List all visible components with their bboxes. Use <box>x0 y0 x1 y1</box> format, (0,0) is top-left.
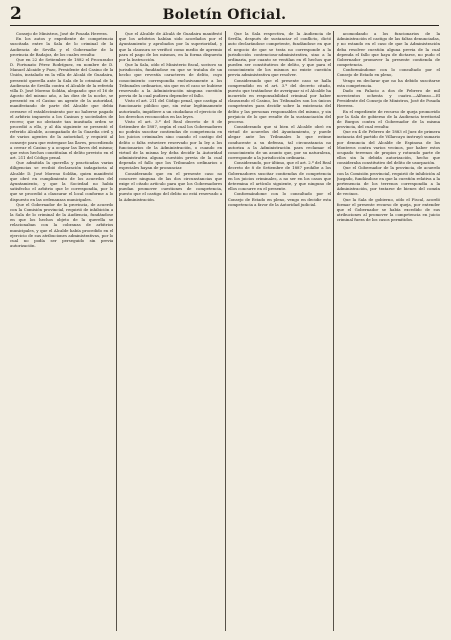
paragraph: Que en 22 de Setiembre de 1882 el Procurador D. Fortunato Pérez Rodríguez, en nombre de D. Manuel Alcaide y Pozo, Presidente del Casino de la Unión, instalado en la villa de Alcalá de Guadaira, presentó querella ante la Sala de lo criminal de la Audiencia de Sevilla contra el Alcalde de la referida villa D. José Moreno Soldán, alegando: que el 16 de Agosto del mismo año, a las diez de la noche, se presentó en el Casino un agente de la autoridad, manifestando de parte del Alcalde que debía cerrarse el establecimiento por no haberse pagado el arbitrio impuesto a los Casinos y sociedades de recreo; que no obstante tan inusitada orden se procedió a ello, y al día siguiente se presentó el referido Alcalde, acompañado de la Guardia civil y de varios agentes de la autoridad, y requirió al conserje para que entregase las llaves, procediendo a cerrar el Casino y a ocupar las llaves del mismo; que estos hechos constituían el delito previsto en el art. 211 del Código penal. <box>10 56 114 161</box>
paragraph: Que el Gobernador de la provincia, de acuerdo con la Comisión provincial, requirió de inhibición a la Sala de lo criminal de la Audiencia, fundándose en que los hechos objeto de la querella se relacionaban con la cobranza de arbitrios municipales, y que el Alcalde había procedido en el ejercicio de sus atribuciones administrativas, por lo cual no podía ser perseguido sin previa autorización. <box>10 201 114 249</box>
column-separator <box>116 31 117 631</box>
paragraph: Conformándome con lo consultado por el Consejo de Estado en pleno, <box>336 67 441 78</box>
paragraph: Considerando que si bien el Alcalde obró en virtud de acuerdos del Ayuntamiento, y puede alegar ante los Tribunales lo que estime conducente a su defensa, tal circunstancia no autoriza a la Administración para reclamar el conocimiento de un asunto que, por su naturaleza, corresponde a la jurisdicción ordinaria. <box>227 124 332 161</box>
text-column-1 <box>10 31 113 631</box>
header-rule <box>10 25 439 26</box>
text-columns <box>10 31 440 631</box>
paragraph: Visto el art. 3.º del Real decreto de 8 de Setiembre de 1887, según el cual los Gobernadores no podrán suscitar contiendas de competencia en los juicios criminales sino cuando el castigo del delito o falta estuviere reservado por la ley a los funcionarios de la Administración, o cuando en virtud de la misma ley deba decidir la Autoridad administrativa alguna cuestión previa de la cual dependa el fallo que los Tribunales ordinarios o especiales hayan de pronunciar. <box>118 118 223 171</box>
paragraph: Visto el art. 211 del Código penal, que castiga al funcionario público que, sin estar legítimamente autorizado, impidiere a un ciudadano el ejercicio de los derechos reconocidos en las leyes. <box>118 98 223 119</box>
paragraph: Que el Gobernador de la provincia, de acuerdo con la Comisión provincial, requirió de inhibición al Juzgado, fundándose en que la cuestión relativa a la pertenencia de los terrenos correspondía a la Administración, por tratarse de bienes del común de vecinos. <box>336 165 441 197</box>
paragraph: Que en 4 de Febrero de 1883 el Juez de primera instancia del partido de Villarcayo instruyó sumario por denuncia del Alcalde de Espinosa de los Monteros contra varios vecinos, por haber estos ocupado terrenos de propios y roturado parte de ellos sin la debida autorización, hecho que consideraba constitutivo del delito de usurpación. <box>336 129 441 166</box>
paragraph: Dado en Palacio a dos de Febrero de mil novecientos ochenta y cuatro.—Alfonso.—El Presidente del Consejo de Ministros, José de Posada Herrera. <box>336 87 441 109</box>
journal-title: Boletín Oficial. <box>162 7 287 23</box>
paragraph: Considerando que el presente caso se halla comprendido en el art. 3.º del decreto citado, puesto que tratándose de averiguar si el Alcalde ha incurrido en responsabilidad criminal por haber clausurado el Casino, los Tribunales son los únicos competentes para decidir sobre la existencia del delito y las personas responsables del mismo, y sin perjuicio de lo que resulte de la sustanciación del proceso. <box>227 77 332 124</box>
paragraph: Considerando, por último, que el art. 2.º del Real decreto de 8 de Setiembre de 1887 prohíbe a los Gobernadores suscitar contiendas de competencia en los juicios criminales, a no ser en los casos que determina el artículo siguiente, y que ninguno de ellos concurre en el presente. <box>227 160 332 192</box>
text-column-2 <box>119 31 222 631</box>
column-separator <box>333 31 334 631</box>
paragraph: Que la Sala, oído el Ministerio fiscal, sostuvo su jurisdicción, fundándose en que se trataba de un hecho que revestía caracteres de delito, cuyo conocimiento correspondía exclusivamente a los Tribunales ordinarios, sin que en el caso se hubiese reservado a la Administración ninguna cuestión previa de la cual pudiera depender el fallo. <box>118 62 223 99</box>
text-column-3 <box>228 31 331 631</box>
page-header <box>10 4 439 26</box>
column-separator <box>225 31 226 631</box>
paragraph: Consejo de Ministros, José de Posada Herrera. <box>16 31 108 36</box>
page-number: 2 <box>10 4 22 24</box>
paragraph: Considerando que en el presente caso no concurre ninguna de las dos circunstancias que exige el citado artículo para que los Gobernadores puedan promover cuestiones de competencia, puesto que el castigo del delito no está reservado a la Administración. <box>118 170 223 202</box>
paragraph: Que el Alcalde de Alcalá de Guadaira manifestó que los arbitrios habían sido acordados por el Ayuntamiento y aprobados por la superioridad, y que la clausura se verificó como medio de apremio para el pago de los mismos, en la forma dispuesta por la Instrucción. <box>118 31 223 62</box>
paragraph: Conformándome con lo consultado por el Consejo de Estado en pleno, vengo en decidir esta competencia a favor de la Autoridad judicial. <box>227 191 332 207</box>
paragraph: acomodando a los funcionarios de la Administración el castigo de las faltas denunciadas, y no estando en el caso de que la Administración deba resolver cuestión alguna previa de la cual dependa el fallo que haya de dictarse, no pudo el Gobernador promover la presente contienda de competencia. <box>336 31 441 68</box>
text-column-4 <box>337 31 440 631</box>
paragraph: Que admitida la querella y practicadas varias diligencias se recibió declaración indagatoria al Alcalde D. José Moreno Soldán, quien manifestó que obró en cumplimiento de los acuerdos del Ayuntamiento, y que la Sociedad no había satisfecho el arbitrio que le correspondía, por lo que se procedió a clausurar el local conforme a lo dispuesto en las ordenanzas municipales. <box>10 160 114 202</box>
paragraph: Que la Sala de gobierno, oído el Fiscal, acordó formar el presente recurso de queja, por entender que el Gobernador se había excedido de sus atribuciones al promover la competencia en juicio criminal fuera de los casos permitidos. <box>336 196 441 223</box>
paragraph: Que la Sala respectiva, de la Audiencia de Sevilla, después de sustanciar el conflicto, dictó auto declarándose competente, fundándose en que el negocio de que se trata no corresponde a la jurisdicción contencioso-administrativa, sino a la ordinaria, por cuanto se ventilan en él hechos que pueden ser constitutivos de delito, y que para el conocimiento de los mismos no existe cuestión previa administrativa que resolver. <box>227 31 332 78</box>
paragraph: En los autos y expediente de competencia suscitada entre la Sala de lo criminal de la Audiencia de Sevilla y el Gobernador de la provincia de Badajoz, de los cuales resulta: <box>10 36 114 57</box>
paragraph: En el expediente de recurso de queja promovido por la Sala de gobierno de la Audiencia territorial de Burgos contra el Gobernador de la misma provincia, del cual resulta: <box>336 108 441 130</box>
paragraph: Vengo en declarar que no ha debido suscitarse esta competencia. <box>336 77 441 88</box>
